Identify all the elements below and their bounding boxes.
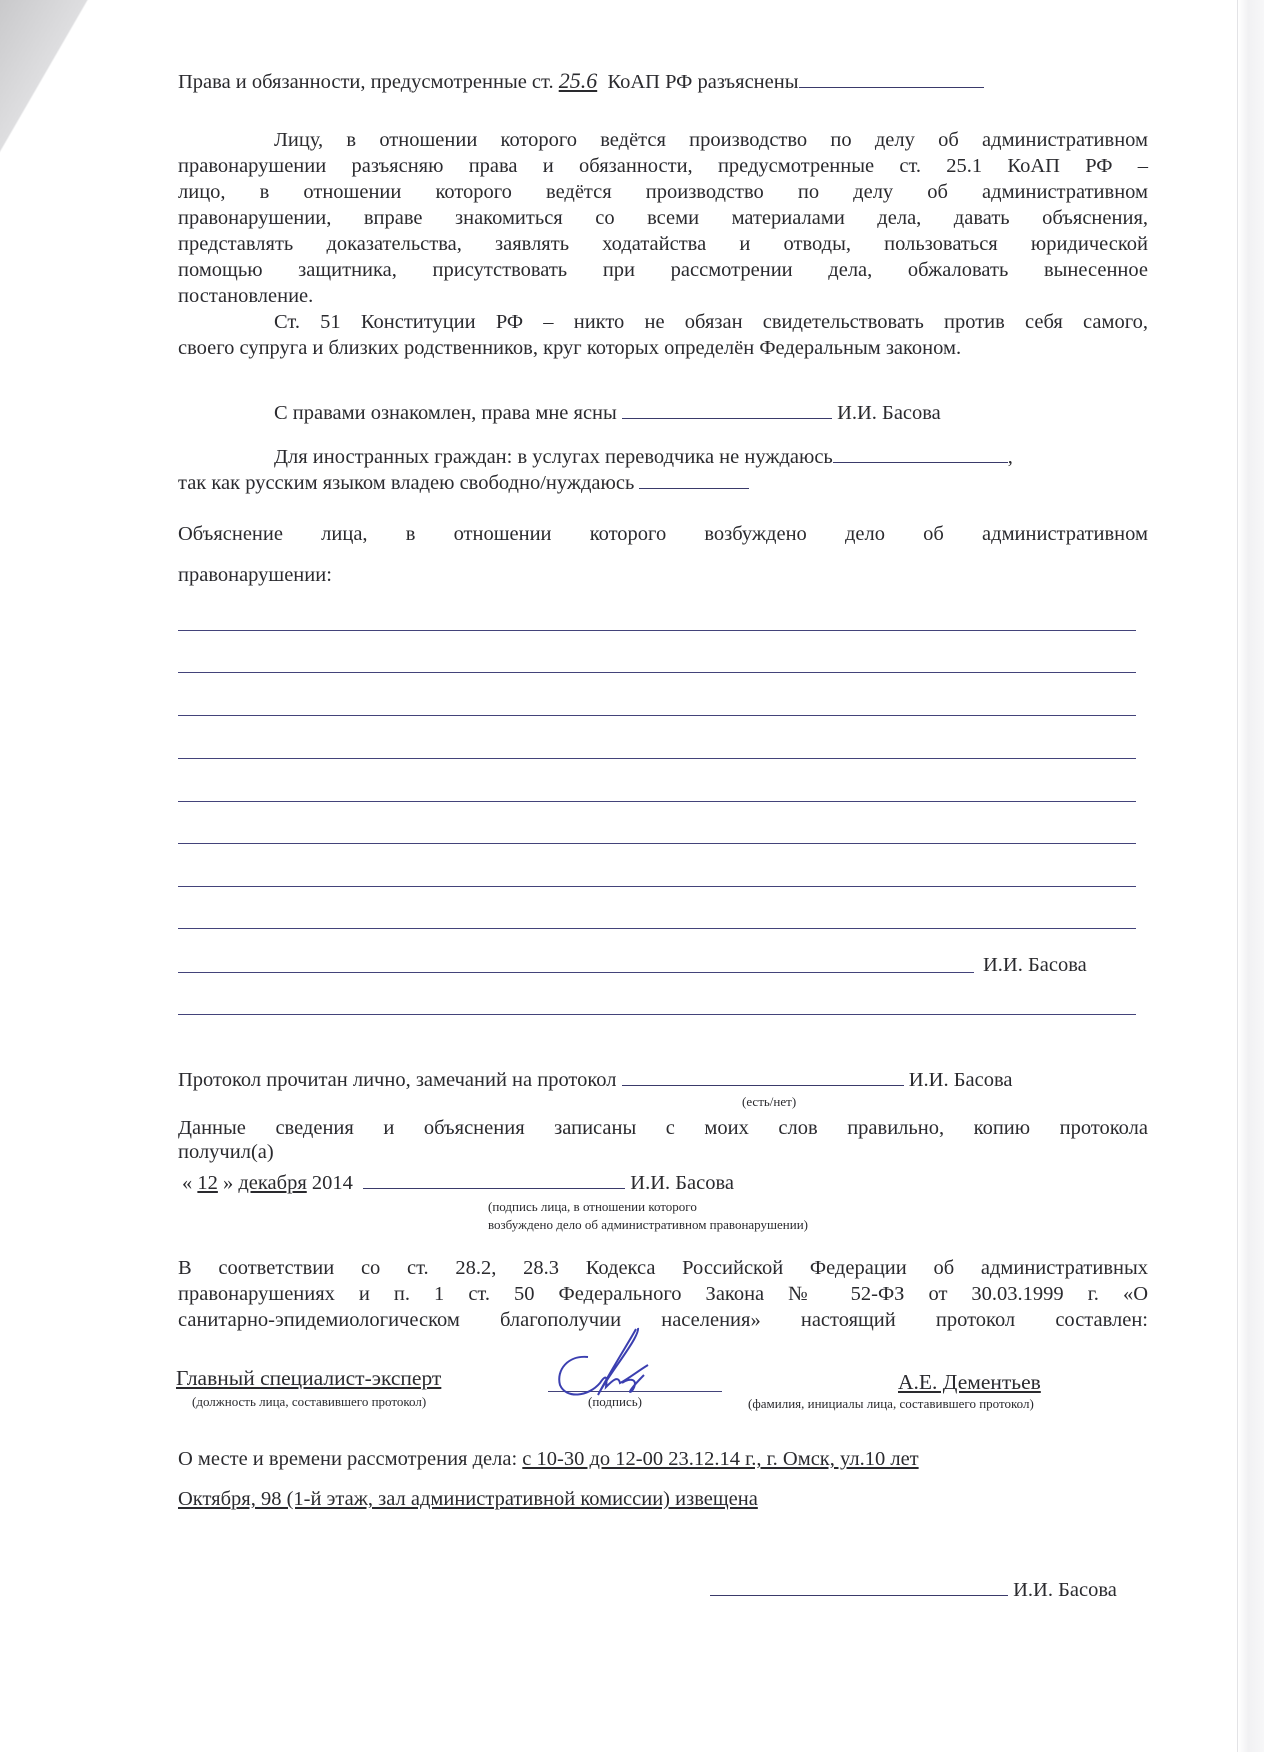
explanation-input-line[interactable] (178, 886, 1136, 887)
signer-name: И.И. Басова (1013, 1579, 1117, 1601)
date-month: декабря (238, 1172, 307, 1194)
date-day: 12 (197, 1172, 218, 1194)
signer-name: И.И. Басова (837, 402, 941, 424)
explanation-heading: правонарушении: (178, 564, 332, 586)
explanation-input-line[interactable] (178, 972, 974, 973)
explanation-input-line[interactable] (178, 843, 1136, 844)
acknowledged-line (178, 400, 1244, 426)
explanation-input-line[interactable] (178, 630, 1136, 631)
foreign-text: Для иностранных граждан: в услугах переводчика не нуждаюсь (274, 446, 833, 468)
handwritten-signature (548, 1325, 698, 1400)
protocol-read-line (178, 1067, 1148, 1093)
comma: , (1007, 446, 1013, 468)
hearing-prefix: О месте и времени рассмотрения дела: (178, 1448, 518, 1470)
explanation-input-line[interactable] (178, 672, 1136, 673)
signature-caption: (подпись) (588, 1394, 642, 1409)
rights-paragraph-line: Лицу, в отношении которого ведётся производство по делу об административном (274, 129, 1148, 151)
signature-blank[interactable] (799, 69, 984, 88)
explanation-input-line[interactable] (178, 1014, 1136, 1015)
rights-paragraph-line: представлять доказательства, заявлять ходатайства и отводы, пользоваться юридической (178, 233, 1148, 255)
explanation-signer-name: И.И. Басова (983, 954, 1087, 976)
signature-blank[interactable] (622, 400, 832, 419)
recorded-line: Данные сведения и объяснения записаны с моих слов правильно, копию протокола (178, 1117, 1148, 1139)
compliance-line: санитарно-эпидемиологическом благополучии населения» настоящий протокол составлен: (178, 1309, 1148, 1331)
signature-blank[interactable] (363, 1170, 625, 1189)
compliance-line: правонарушениях и п. 1 ст. 50 Федерального Закона № 52-ФЗ от 30.03.1999 г. «О (178, 1283, 1148, 1305)
signature-caption: (подпись лица, в отношении которого (488, 1199, 697, 1214)
rights-line-prefix: Права и обязанности, предусмотренные ст. (178, 71, 554, 93)
signature-caption: возбуждено дело об административном правонарушении) (488, 1217, 808, 1232)
foreign-line-2 (178, 470, 1148, 496)
remarks-blank[interactable] (622, 1067, 904, 1086)
signature-blank[interactable] (710, 1577, 1008, 1596)
signature-blank[interactable] (639, 470, 749, 489)
scan-page-edge (1237, 0, 1264, 1752)
rights-paragraph-line: лицо, в отношении которого ведётся производство по делу об административном (178, 181, 1148, 203)
hearing-details: с 10-30 до 12-00 23.12.14 г., г. Омск, ул.10 лет (522, 1448, 919, 1470)
composer-position: Главный специалист-эксперт (176, 1366, 442, 1390)
signer-name: И.И. Басова (630, 1172, 734, 1194)
date-year: 2014 (311, 1172, 353, 1194)
remarks-caption: (есть/нет) (742, 1094, 797, 1109)
rights-paragraph-line: постановление. (178, 285, 314, 307)
explanation-input-line[interactable] (178, 758, 1136, 759)
recorded-line: получил(а) (178, 1141, 274, 1163)
foreign-line-1 (178, 444, 1244, 470)
protocol-read-text: Протокол прочитан лично, замечаний на протокол (178, 1069, 617, 1091)
date-signature-line (182, 1170, 1152, 1196)
explanation-input-line[interactable] (178, 715, 1136, 716)
composer-name: А.Е. Дементьев (898, 1370, 1041, 1394)
rights-paragraph-line: правонарушении разъясняю права и обязанности, предусмотренные ст. 25.1 КоАП РФ – (178, 155, 1148, 177)
hearing-line-1 (178, 1447, 1148, 1472)
explanation-input-line[interactable] (178, 928, 1136, 929)
quote-open: « (182, 1172, 193, 1194)
explanation-input-line[interactable] (178, 801, 1136, 802)
article-number: 25.6 (558, 68, 598, 93)
scan-page-fold (0, 0, 100, 160)
rights-line-suffix: КоАП РФ разъяснены (607, 71, 799, 93)
position-caption: (должность лица, составившего протокол) (192, 1394, 427, 1409)
name-caption: (фамилия, инициалы лица, составившего протокол) (748, 1396, 1034, 1411)
hearing-line-2: Октября, 98 (1-й этаж, зал административной комиссии) извещена (178, 1488, 758, 1510)
constitution-paragraph-line: своего супруга и близких родственников, круг которых определён Федеральным законом. (178, 337, 962, 359)
signature-blank[interactable] (833, 444, 1008, 463)
rights-paragraph-line: помощью защитника, присутствовать при рассмотрении дела, обжаловать вынесенное (178, 259, 1148, 281)
acknowledged-text: С правами ознакомлен, права мне ясны (274, 402, 617, 424)
rights-line (178, 68, 1148, 95)
final-signature-line (710, 1577, 1150, 1603)
signer-name: И.И. Басова (908, 1069, 1013, 1091)
compliance-line: В соответствии со ст. 28.2, 28.3 Кодекса Российской Федерации об административных (178, 1257, 1148, 1279)
quote-close: » (223, 1172, 234, 1194)
foreign-text: так как русским языком владею свободно/нуждаюсь (178, 472, 635, 494)
rights-paragraph-line: правонарушении, вправе знакомиться со всеми материалами дела, давать объяснения, (178, 207, 1148, 229)
constitution-paragraph-line: Ст. 51 Конституции РФ – никто не обязан свидетельствовать против себя самого, (274, 311, 1148, 333)
explanation-heading: Объяснение лица, в отношении которого возбуждено дело об административном (178, 523, 1148, 545)
